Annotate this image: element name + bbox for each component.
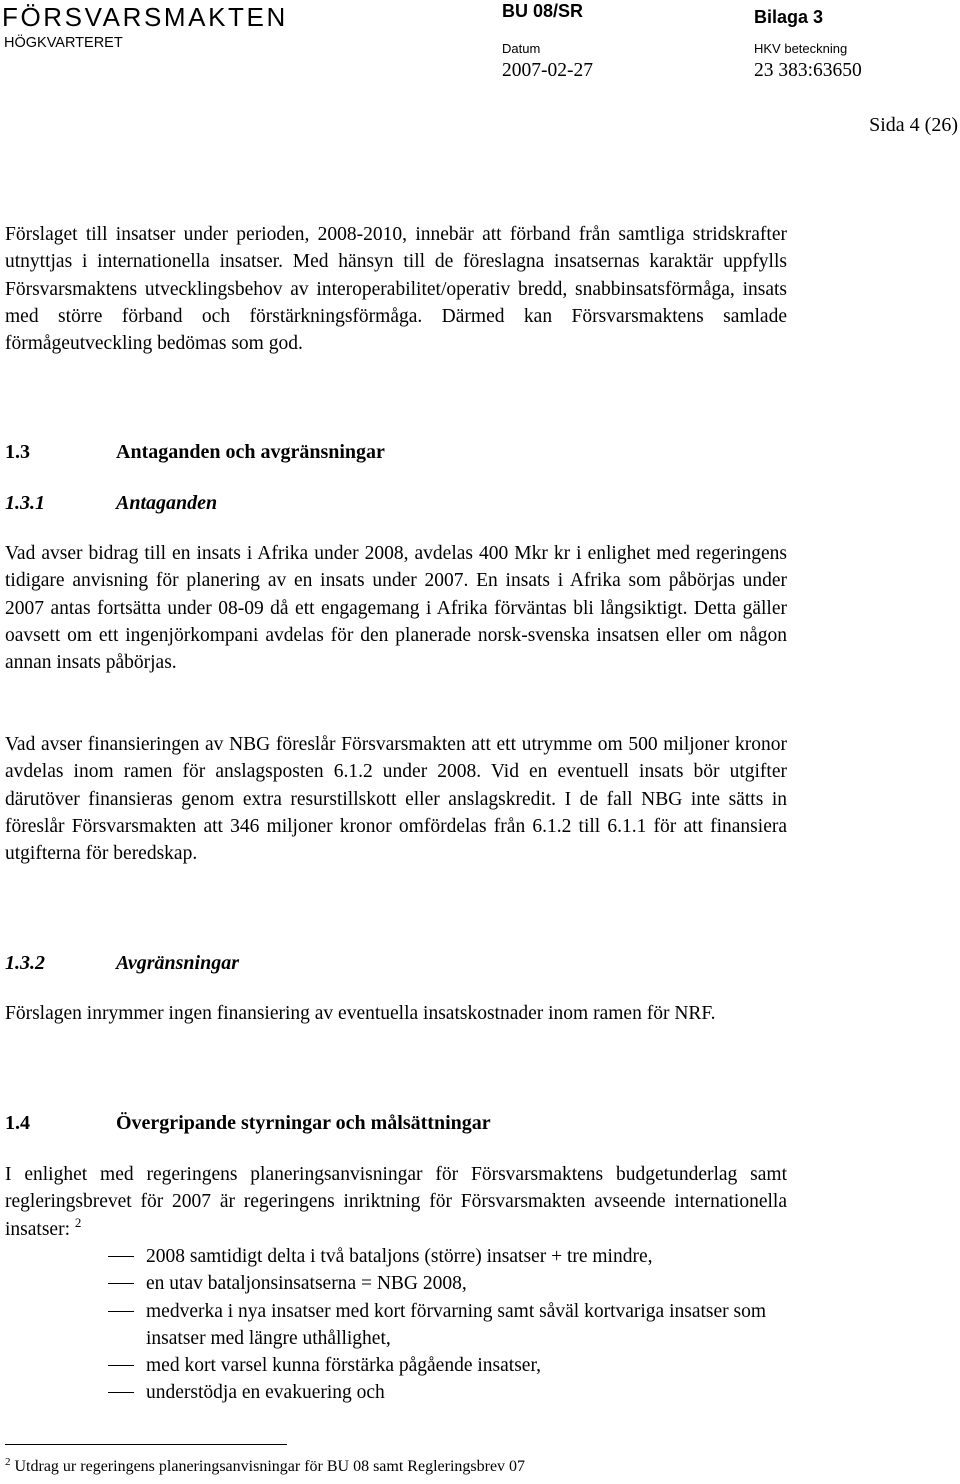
paragraph-text: I enlighet med regeringens planeringsanvisningar för Försvarsmaktens budgetunderlag samt regleringsbrevet för 2007 är regeringens inriktning för Försvarsmakten avseende internationella insatser: xyxy=(5,1164,787,1240)
list-item xyxy=(0,1270,800,1297)
list-item-text: medverka i nya insatser med kort förvarning samt såväl kortvariga insatser som insatser med längre uthållighet, xyxy=(146,1300,767,1349)
list-item xyxy=(0,1298,800,1353)
paragraph-afrika: Vad avser bidrag till en insats i Afrika under 2008, avdelas 400 Mkr kr i enlighet med regeringens tidigare anvisning för planering av en insats under 2007. En insats i Afrika som påbörjas under 2007 antas fortsätta under 08-09 då ett engagemang i Afrika förväntas bli långsiktigt. Detta gäller oavsett om ett ingenjörkompani avdelas för den planerade norsk-svenska insatsen eller om någon annan insats påbörjas. xyxy=(5,543,787,674)
paragraph-nbg: Vad avser finansieringen av NBG föreslår Försvarsmakten att ett utrymme om 500 miljoner kronor avdelas inom ramen för anslagsposten 6.1.2 under 2008. Vid en eventuell insats bör utgifter därutöver finansieras genom extra resurstillskott eller anslagskredit. I de fall NBG inte sätts in föreslår Försvarsmakten att 346 miljoner kronor omfördelas från 6.1.2 till 6.1.1 för att finansiera utgifterna för beredskap. xyxy=(5,734,787,865)
section-title: Antaganden och avgränsningar xyxy=(116,441,385,463)
section-number: 1.3.1 xyxy=(5,492,45,514)
section-title: Övergripande styrningar och målsättningar xyxy=(116,1112,491,1134)
dash-bullet-icon xyxy=(108,1365,134,1366)
section-title: Antaganden xyxy=(116,492,218,514)
appendix-label: Bilaga 3 xyxy=(754,7,824,27)
paragraph-avgransningar: Förslagen inrymmer ingen finansiering av eventuella insatskostnader inom ramen för NRF. xyxy=(5,1003,716,1024)
list-item xyxy=(0,1243,800,1270)
footnote-text: Utdrag ur regeringens planeringsanvisningar för BU 08 samt Regleringsbrev 07 xyxy=(14,1458,526,1475)
list-item-text: understödja en evakuering och xyxy=(146,1382,385,1404)
footnote-number: 2 xyxy=(5,1456,11,1468)
dash-bullet-icon xyxy=(108,1283,134,1284)
unit-name: HÖGKVARTERET xyxy=(4,35,123,51)
dash-list xyxy=(0,1243,800,1407)
footnote xyxy=(5,1456,525,1478)
date-label: Datum xyxy=(502,41,541,56)
list-item-text: med kort varsel kunna förstärka pågående insatser, xyxy=(146,1355,542,1377)
dash-bullet-icon xyxy=(108,1256,134,1257)
paragraph-intro: Förslaget till insatser under perioden, 2008-2010, innebär att förband från samtliga stridskrafter utnyttjas i internationella insatser. Med hänsyn till de föreslagna insatsernas karaktär uppfylls Försvarsmaktens utvecklingsbehov av interoperabilitet/operativ bredd, snabbinsatsförmåga, insats med större förband och förstärkningsförmåga. Därmed kan Försvarsmaktens samlade förmågeutveckling bedömas som god. xyxy=(5,224,787,355)
footnote-separator xyxy=(5,1444,287,1445)
dash-bullet-icon xyxy=(108,1392,134,1393)
dash-bullet-icon xyxy=(108,1311,134,1312)
section-number: 1.4 xyxy=(5,1112,30,1134)
section-number: 1.3.2 xyxy=(5,952,45,974)
page-number: Sida 4 (26) xyxy=(869,114,958,136)
footnote-reference: 2 xyxy=(74,1214,82,1230)
org-name: FÖRSVARSMAKTEN xyxy=(2,2,288,32)
date-value: 2007-02-27 xyxy=(502,60,593,81)
list-item xyxy=(0,1379,800,1406)
section-number: 1.3 xyxy=(5,441,30,463)
paragraph-styrningar xyxy=(5,1161,787,1243)
section-title: Avgränsningar xyxy=(116,952,240,974)
list-item-text: 2008 samtidigt delta i två bataljons (större) insatser + tre mindre, xyxy=(146,1246,653,1267)
list-item xyxy=(0,1352,800,1379)
hkv-label: HKV beteckning xyxy=(754,41,848,56)
list-item-text: en utav bataljonsinsatserna = NBG 2008, xyxy=(146,1273,467,1295)
hkv-value: 23 383:63650 xyxy=(754,60,862,81)
doc-reference: BU 08/SR xyxy=(502,1,584,21)
